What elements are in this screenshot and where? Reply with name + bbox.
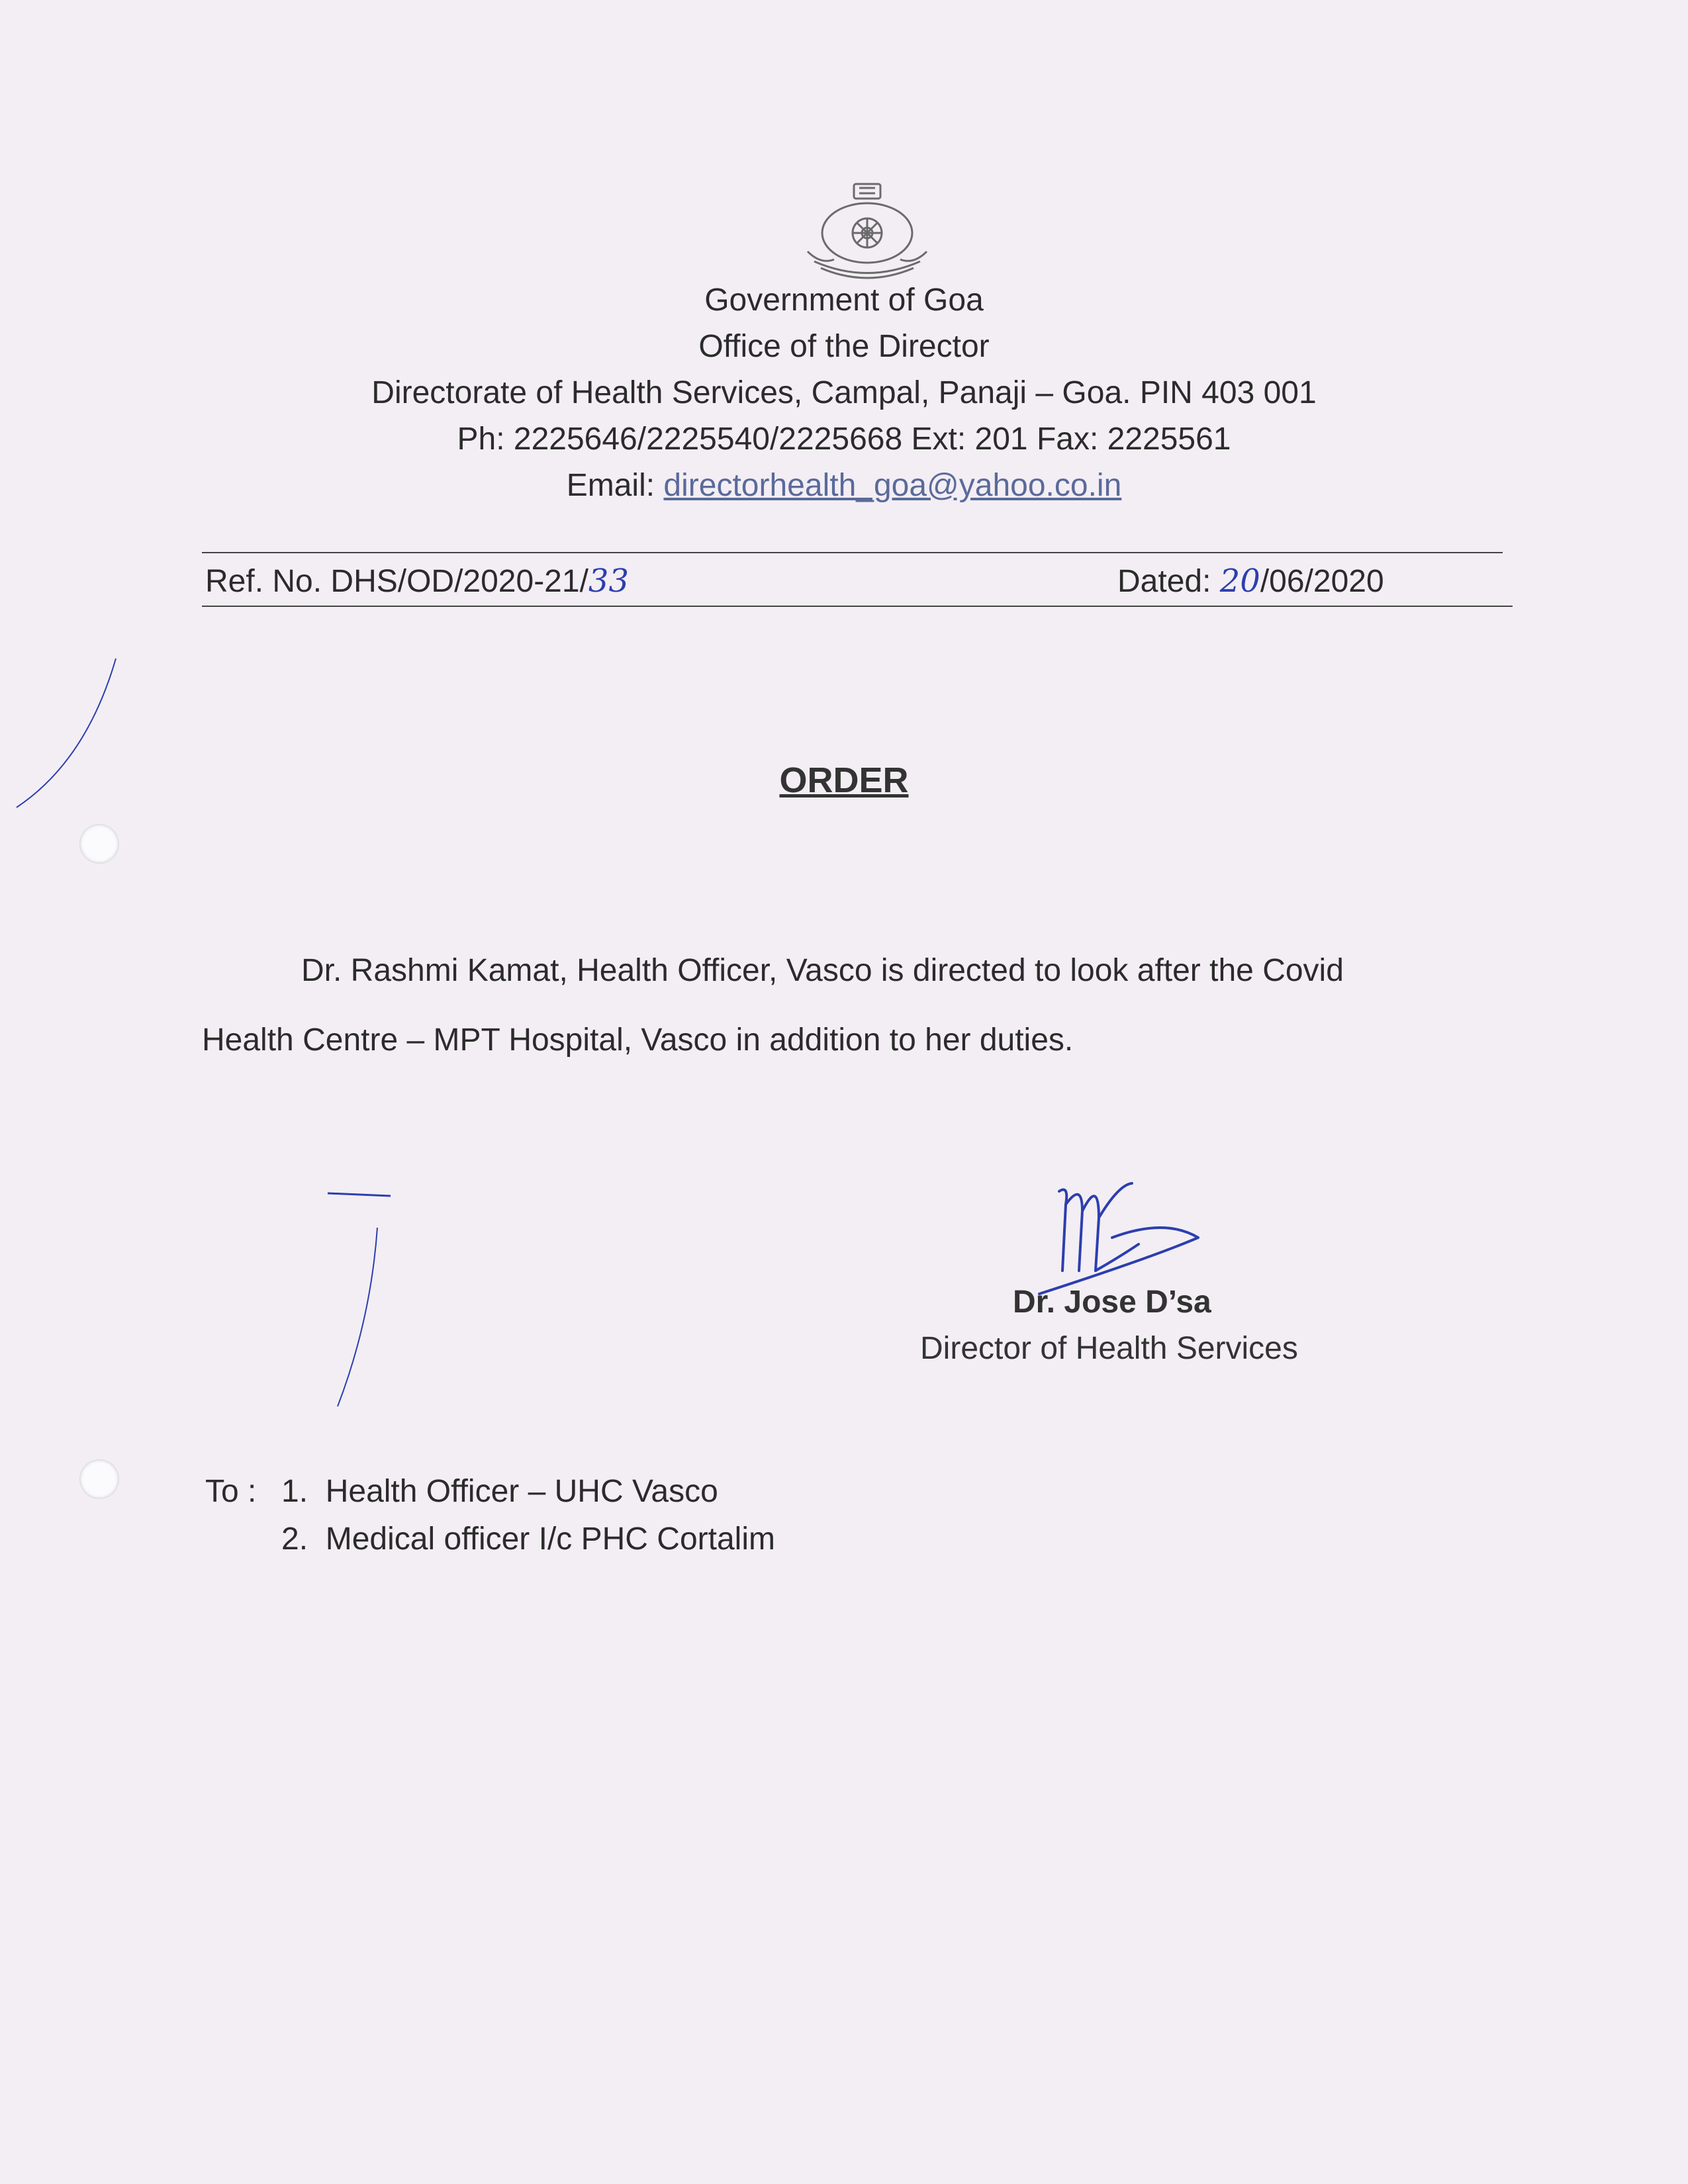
order-paragraph-line2: Health Centre – MPT Hospital, Vasco in addition to her duties. [202,1023,1074,1058]
stray-pen-mark-left [7,655,126,814]
recipient-text: Medical officer I/c PHC Cortalim [325,1522,775,1557]
order-title: ORDER [779,760,909,800]
email-label: Email: [566,468,664,503]
order-paragraph-line1: Dr. Rashmi Kamat, Health Officer, Vasco is directed to look after the Covid [301,953,1344,988]
stray-pen-mark-middle [324,1188,397,1413]
hole-punch-top [79,824,119,864]
reference-number [205,561,629,602]
goa-emblem-icon [801,179,933,285]
recipient-text: Health Officer – UHC Vasco [325,1474,718,1509]
signer-name: Dr. Jose D’sa [1013,1285,1211,1320]
handwritten-signature-icon [1033,1178,1225,1297]
recipient-item [281,1473,718,1510]
recipient-number: 1. [281,1474,308,1509]
date-month-year: /06/2020 [1260,564,1384,599]
reference-handwritten-number: 33 [588,563,629,600]
signer-designation: Director of Health Services [920,1331,1298,1366]
header-divider [202,552,1503,553]
email-link[interactable]: directorhealth_goa@yahoo.co.in [663,468,1122,503]
reference-label: Ref. No. DHS/OD/2020-21/ [205,564,588,599]
recipient-item [281,1521,775,1557]
header-email-line [0,466,1688,506]
header-phone: Ph: 2225646/2225540/2225668 Ext: 201 Fax: 2225561 [457,422,1231,457]
header-government: Government of Goa [704,283,984,318]
hole-punch-bottom [79,1459,119,1499]
recipients-label: To : [205,1474,257,1509]
date-label: Dated: [1117,564,1220,599]
header-address: Directorate of Health Services, Campal, Panaji – Goa. PIN 403 001 [371,375,1317,410]
date-handwritten-day: 20 [1219,563,1260,600]
header-office: Office of the Director [698,329,990,364]
recipient-number: 2. [281,1522,308,1557]
reference-date [1117,561,1384,602]
reference-underline [202,606,1513,607]
